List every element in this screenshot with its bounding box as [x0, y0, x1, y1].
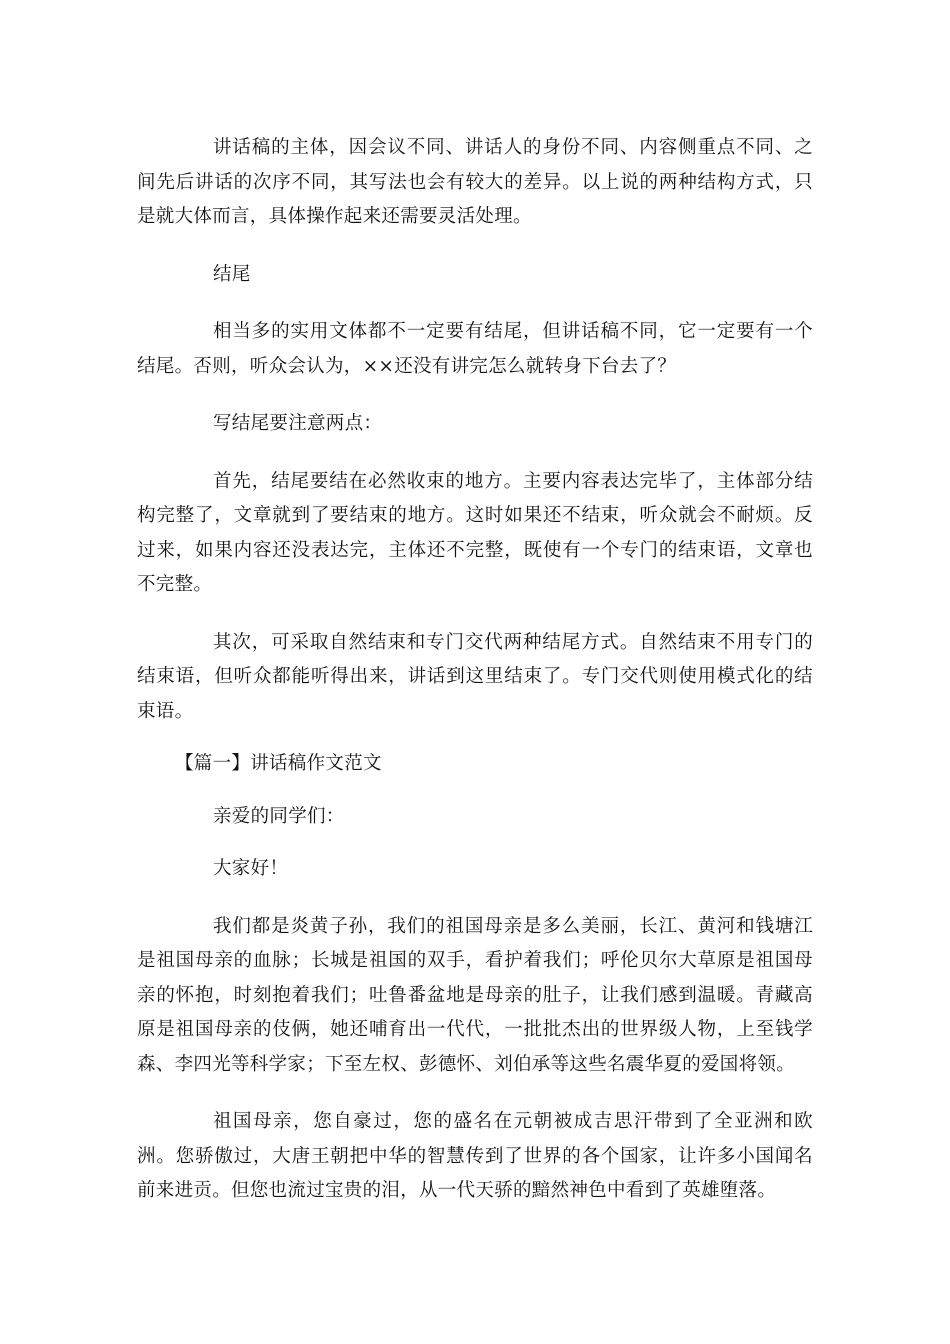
paragraph-body-structure: 讲话稿的主体，因会议不同、讲话人的身份不同、内容侧重点不同、之间先后讲话的次序不同，其写法也会有较大的差异。以上说的两种结构方式，只是就大体而言，具体操作起来还需要灵活处理。 [137, 137, 813, 227]
paragraph-motherland-history: 祖国母亲，您自豪过，您的盛名在元朝被成吉思汗带到了全亚洲和欧洲。您骄傲过，大唐王朝把中华的智慧传到了世界的各个国家，让许多小国闻名前来进贡。但您也流过宝贵的泪，从一代天骄的黯然神色中看到了英雄堕落。 [137, 1111, 813, 1201]
paragraph-second-point: 其次，可采取自然结束和专门交代两种结尾方式。自然结束不用专门的结束语，但听众都能听得出来，讲话到这里结束了。专门交代则使用模式化的结束语。 [137, 631, 813, 722]
heading-ending: 结尾 [213, 263, 251, 285]
chapter-heading: 【篇一】讲话稿作文范文 [175, 753, 382, 774]
salutation: 亲爱的同学们： [213, 805, 345, 827]
document-body [137, 131, 813, 1209]
paragraph-first-point: 首先，结尾要结在必然收束的地方。主要内容表达完毕了，主体部分结构完整了，文章就到了要结束的地方。这时如果还不结束，听众就会不耐烦。反过来，如果内容还没表达完，主体还不完整，既使有一个专门的结束语，文章也不完整。 [137, 470, 813, 595]
paragraph-motherland-description: 我们都是炎黄子孙，我们的祖国母亲是多么美丽，长江、黄河和钱塘江是祖国母亲的血脉；长城是祖国的双手，看护着我们；呼伦贝尔大草原是祖国母亲的怀抱，时刻抱着我们；吐鲁番盆地是母亲的肚子，让我们感到温暖。青藏高原是祖国母亲的伎俩，她还哺育出一代代，一批批杰出的世界级人物，上至钱学森、李四光等科学家；下至左权、彭德怀、刘伯承等这些名震华夏的爱国将领。 [137, 915, 813, 1075]
greeting: 大家好！ [213, 858, 289, 879]
paragraph-ending-necessity: 相当多的实用文体都不一定要有结尾，但讲话稿不同，它一定要有一个结尾。否则，听众会认为，××还没有讲完怎么就转身下台去了？ [137, 321, 813, 377]
paragraph-ending-two-points: 写结尾要注意两点： [213, 413, 383, 434]
